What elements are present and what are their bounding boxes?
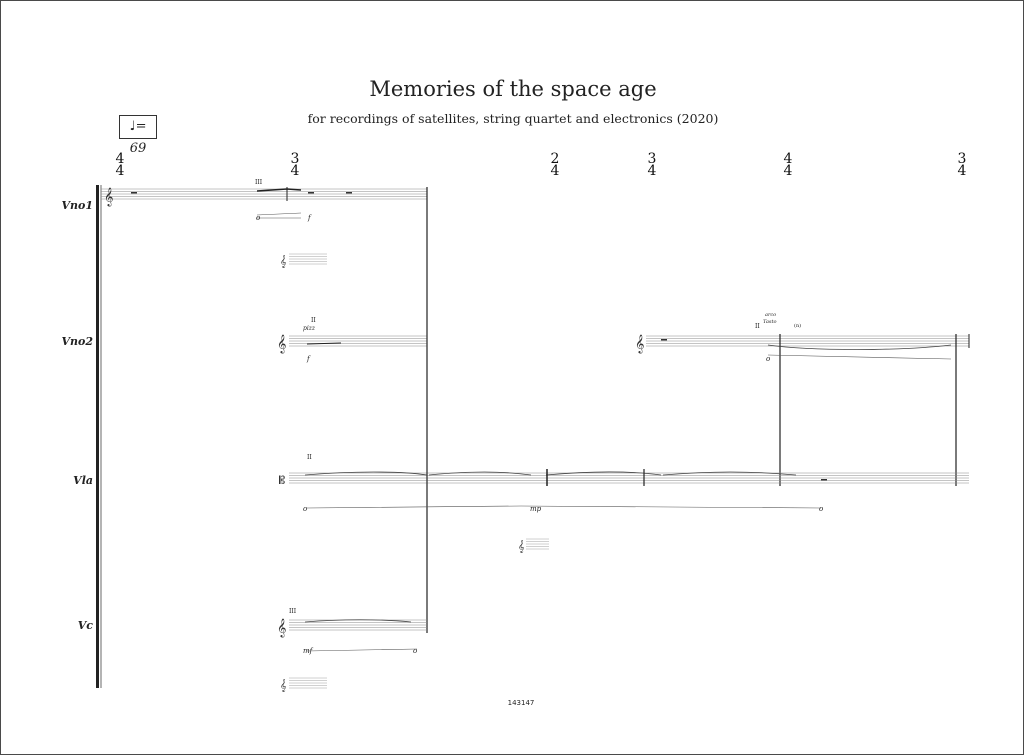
treble-clef-icon: 𝄞 <box>277 334 287 353</box>
ossia-staff <box>526 539 549 549</box>
time-signature: 2 4 <box>550 151 560 179</box>
score-title: Memories of the space age <box>369 77 657 101</box>
dynamic-marking: f <box>307 355 310 363</box>
dynamic-marking: o <box>413 647 418 655</box>
ossia-staff <box>289 254 327 264</box>
rest-icon <box>661 339 667 341</box>
instrument-label-viola: Vla <box>73 474 93 487</box>
time-signature: 4 4 <box>115 151 125 179</box>
treble-clef-icon: 𝄞 <box>518 540 525 553</box>
dynamic-marking: o <box>819 505 824 513</box>
string-marking: II <box>311 317 316 324</box>
alto-clef-icon: 𝄡 <box>279 474 286 487</box>
instrument-label-violin-1: Vno1 <box>61 199 93 212</box>
dynamic-marking: f <box>308 214 311 222</box>
tempo-value: = 69 <box>129 119 147 156</box>
treble-clef-icon: 𝄞 <box>104 187 114 206</box>
staff-viola <box>289 473 969 483</box>
time-signature: 3 4 <box>957 151 967 179</box>
hairpin <box>768 355 951 359</box>
string-marking: III <box>255 179 263 186</box>
string-marking: III <box>289 608 297 615</box>
staff-violin-2 <box>289 336 969 346</box>
tie-line <box>305 472 427 475</box>
instrument-label-cello: Vc <box>77 619 93 632</box>
time-signature: 4 4 <box>783 151 793 179</box>
dynamic-marking: mp <box>530 505 542 513</box>
treble-clef-icon: 𝄞 <box>280 679 287 692</box>
tasto-marking: Tasto <box>763 319 777 325</box>
tie-line <box>768 345 951 350</box>
string-marking: II <box>755 323 760 330</box>
dynamic-marking: o <box>766 355 771 363</box>
treble-clef-icon: 𝄞 <box>277 618 287 637</box>
rest-icon <box>131 192 137 194</box>
dynamic-marking: mf <box>303 647 313 655</box>
rest-icon <box>346 192 352 194</box>
ossia-staff <box>289 678 327 688</box>
page-number: 143147 <box>507 699 535 707</box>
hairpin <box>307 506 821 508</box>
dynamic-marking: o <box>256 214 261 222</box>
dynamic-marking: o <box>303 505 308 513</box>
pizz-marking: pizz <box>303 325 316 332</box>
natural-marking: (n) <box>794 323 802 329</box>
treble-clef-icon: 𝄞 <box>635 334 645 353</box>
time-signature: 3 4 <box>647 151 657 179</box>
tie-line <box>257 189 301 191</box>
string-marking: II <box>307 454 312 461</box>
rest-icon <box>821 479 827 481</box>
treble-clef-icon: 𝄞 <box>280 255 287 268</box>
system-bracket <box>96 185 99 688</box>
score-notation <box>1 1 1023 754</box>
quarter-note-icon: ♩ <box>129 119 136 134</box>
rest-icon <box>308 192 314 194</box>
score-subtitle: for recordings of satellites, string quartet and electronics (2020) <box>307 111 719 126</box>
arco-marking: arco <box>765 312 777 318</box>
time-signature: 3 4 <box>290 151 300 179</box>
hairpin <box>307 649 417 651</box>
instrument-label-violin-2: Vno2 <box>61 335 93 348</box>
